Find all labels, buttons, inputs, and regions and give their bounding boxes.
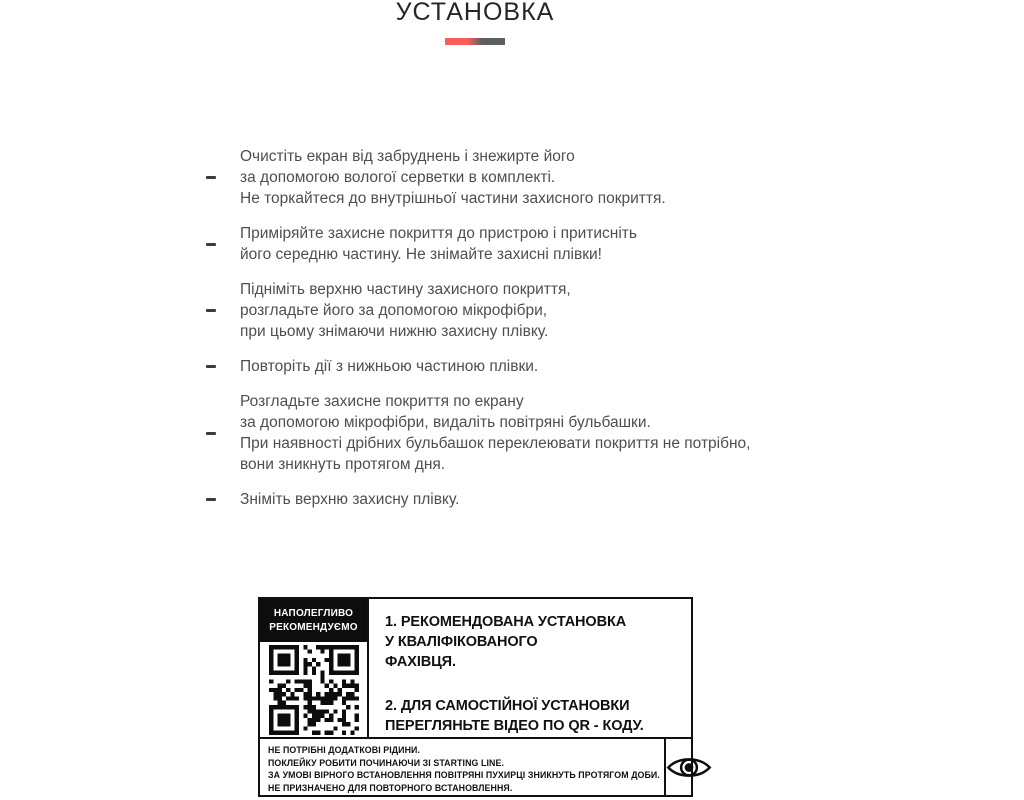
footnote-line: НЕ ПРИЗНАЧЕНО ДЛЯ ПОВТОРНОГО ВСТАНОВЛЕННЯ.	[268, 782, 513, 793]
dash-bullet-icon	[206, 309, 216, 312]
list-item	[206, 223, 886, 265]
recommendation-points	[369, 599, 691, 737]
eye-cell	[664, 739, 712, 795]
instruction-text	[240, 489, 459, 510]
instruction-text	[240, 391, 751, 475]
dash-bullet-icon	[206, 498, 216, 501]
recommendation-box	[258, 597, 693, 797]
title-underline	[445, 38, 505, 45]
point-line: ПЕРЕГЛЯНЬТЕ ВІДЕО ПО QR - КОДУ.	[385, 718, 644, 734]
instruction-line: Не торкайтеся до внутрішньої частини захисного покриття.	[240, 190, 666, 207]
list-item	[206, 356, 886, 377]
qr-code-wrap	[260, 642, 367, 737]
point-line: ФАХІВЦЯ.	[385, 654, 456, 670]
footnotes	[260, 739, 664, 795]
instruction-line: Розгладьте захисне покриття по екрану	[240, 393, 524, 410]
instruction-line: Підніміть верхню частину захисного покриття,	[240, 281, 571, 298]
instructions-list	[206, 146, 886, 524]
page-title: УСТАНОВКА	[395, 0, 555, 26]
instruction-line: При наявності дрібних бульбашок переклеювати покриття не потрібно,	[240, 435, 751, 452]
instruction-line: Зніміть верхню захисну плівку.	[240, 491, 460, 508]
instruction-line: вони зникнуть протягом дня.	[240, 456, 446, 473]
badge-line: НАПОЛЕГЛИВО	[273, 608, 354, 619]
list-item	[206, 146, 886, 209]
qr-code-icon	[269, 645, 359, 735]
list-item	[206, 279, 886, 342]
qr-panel	[260, 599, 369, 737]
instruction-text	[240, 223, 637, 265]
instruction-line: за допомогою вологої серветки в комплекті.	[240, 169, 556, 186]
list-item	[206, 391, 886, 475]
eye-icon	[666, 753, 712, 782]
footnote-line: НЕ ПОТРІБНІ ДОДАТКОВІ РІДИНИ.	[268, 745, 420, 755]
point-line: 1. РЕКОМЕНДОВАНА УСТАНОВКА	[385, 614, 627, 630]
dash-bullet-icon	[206, 243, 216, 246]
instruction-text	[240, 356, 538, 377]
instruction-line: Повторіть дії з нижньою частиною плівки.	[240, 358, 539, 375]
footnote-line: ЗА УМОВІ ВІРНОГО ВСТАНОВЛЕННЯ ПОВІТРЯНІ ПУХИРЦІ ЗНИКНУТЬ ПРОТЯГОМ ДОБИ.	[268, 770, 660, 780]
recommendation-point	[385, 696, 685, 736]
recommendation-footer-row	[260, 739, 691, 795]
point-line: 2. ДЛЯ САМОСТІЙНОЇ УСТАНОВКИ	[385, 698, 630, 714]
instruction-line: розгладьте його за допомогою мікрофібри,	[240, 302, 548, 319]
point-line: У КВАЛІФІКОВАНОГО	[385, 634, 538, 650]
instruction-line: Очистіть екран від забруднень і знежирте його	[240, 148, 575, 165]
instruction-line: Приміряйте захисне покриття до пристрою і притисніть	[240, 225, 637, 242]
instruction-line: за допомогою мікрофібри, видаліть повітряні бульбашки.	[240, 414, 651, 431]
instruction-line: його середню частину. Не знімайте захисні плівки!	[240, 246, 602, 263]
footnote-line: ПОКЛЕЙКУ РОБИТИ ПОЧИНАЮЧИ ЗІ STARTING LINE.	[268, 757, 504, 768]
recommendation-point	[385, 612, 685, 672]
strongly-recommended-badge	[260, 599, 367, 642]
instruction-line: при цьому знімаючи нижню захисну плівку.	[240, 323, 549, 340]
instruction-text	[240, 279, 571, 342]
title-block	[0, 0, 950, 45]
dash-bullet-icon	[206, 176, 216, 179]
list-item	[206, 489, 886, 510]
dash-bullet-icon	[206, 365, 216, 368]
badge-line: РЕКОМЕНДУЄМО	[269, 622, 358, 633]
dash-bullet-icon	[206, 432, 216, 435]
recommendation-main-row	[260, 599, 691, 739]
instruction-text	[240, 146, 666, 209]
